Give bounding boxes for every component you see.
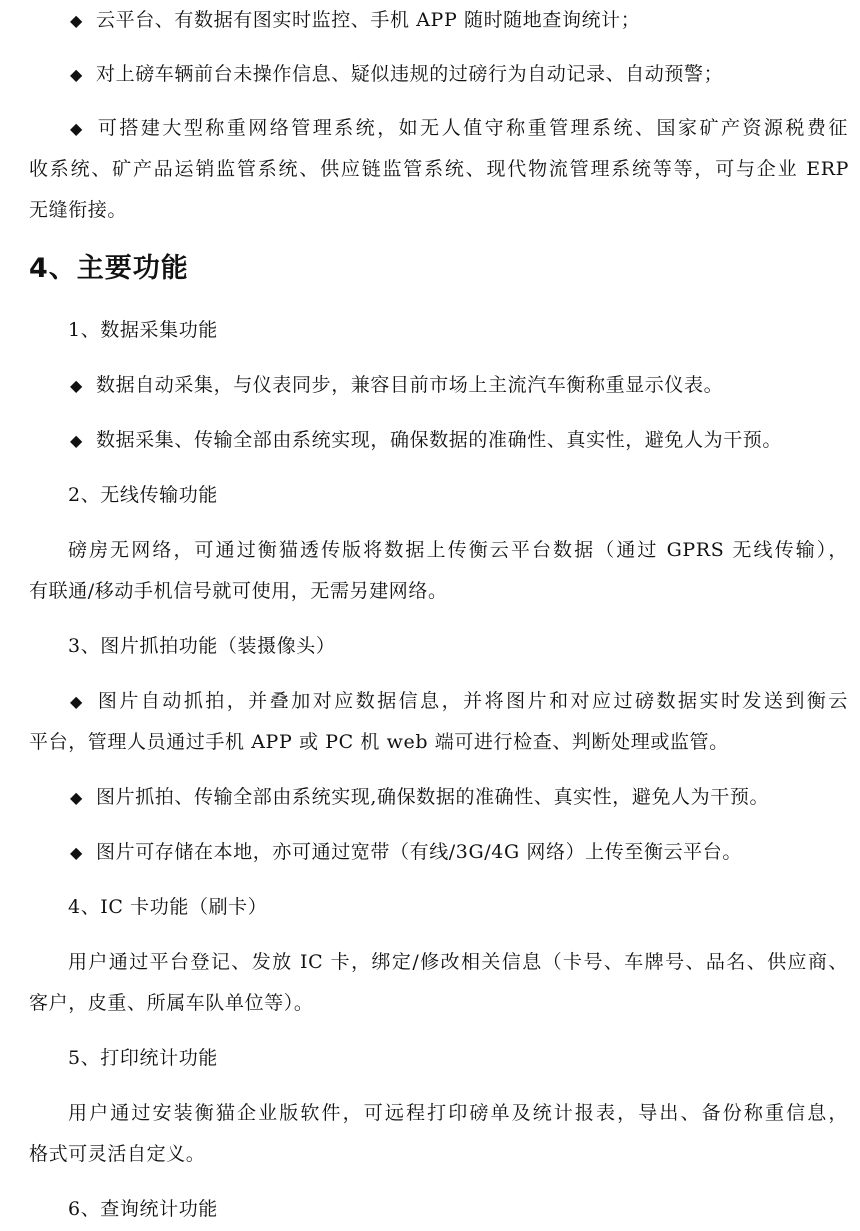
diamond-bullet-icon: ◆ [70, 376, 83, 395]
intro-bullet-3-text-line-2: 收系统、矿产品运销监管系统、供应链监管系统、现代物流管理系统等等，可与企业 ERP [29, 158, 849, 180]
diamond-bullet-icon: ◆ [70, 11, 83, 30]
feature-4-title: 4、IC 卡功能（刷卡） [68, 896, 268, 918]
feature-3-bullet-3-text: 图片可存储在本地，亦可通过宽带（有线/3G/4G 网络）上传至衡云平台。 [96, 841, 742, 863]
feature-6-title: 6、查询统计功能 [68, 1198, 218, 1220]
intro-bullet-2-text: 对上磅车辆前台未操作信息、疑似违规的过磅行为自动记录、自动预警； [96, 63, 724, 85]
feature-1-bullet-1 [70, 373, 850, 398]
feature-3-bullet-1-line-1: 图片自动抓拍，并叠加对应数据信息，并将图片和对应过磅数据实时发送到衡云 [96, 690, 848, 712]
feature-2-paragraph-line-2: 有联通/移动手机信号就可使用，无需另建网络。 [29, 580, 448, 602]
diamond-bullet-icon: ◆ [70, 788, 83, 807]
intro-bullet-3 [70, 116, 848, 141]
feature-1-bullet-1-text: 数据自动采集，与仪表同步，兼容目前市场上主流汽车衡称重显示仪表。 [96, 374, 724, 396]
diamond-bullet-icon: ◆ [70, 843, 83, 862]
feature-2-title: 2、无线传输功能 [68, 484, 218, 506]
intro-bullet-1-text: 云平台、有数据有图实时监控、手机 APP 随时随地查询统计； [96, 9, 641, 31]
feature-1-bullet-2 [70, 428, 850, 453]
feature-3-title: 3、图片抓拍功能（装摄像头） [68, 635, 336, 657]
feature-3-bullet-3 [70, 840, 850, 865]
feature-4-paragraph-line-1: 用户通过平台登记、发放 IC 卡，绑定/修改相关信息（卡号、车牌号、品名、供应商、 [68, 951, 848, 973]
feature-2-paragraph-line-1: 磅房无网络，可通过衡猫透传版将数据上传衡云平台数据（通过 GPRS 无线传输）， [68, 539, 848, 561]
feature-1-bullet-2-text: 数据采集、传输全部由系统实现，确保数据的准确性、真实性，避免人为干预。 [96, 429, 783, 451]
feature-3-bullet-2-text: 图片抓拍、传输全部由系统实现,确保数据的准确性、真实性，避免人为干预。 [96, 786, 770, 808]
diamond-bullet-icon: ◆ [70, 692, 83, 711]
diamond-bullet-icon: ◆ [70, 65, 83, 84]
intro-bullet-2 [70, 62, 850, 87]
feature-4-paragraph-line-2: 客户，皮重、所属车队单位等）。 [29, 992, 314, 1014]
intro-bullet-3-text-line-1: 可搭建大型称重网络管理系统，如无人值守称重管理系统、国家矿产资源税费征 [96, 117, 848, 139]
intro-bullet-1 [70, 8, 850, 33]
feature-3-bullet-2 [70, 785, 850, 810]
feature-5-paragraph-line-1: 用户通过安装衡猫企业版软件，可远程打印磅单及统计报表，导出、备份称重信息， [68, 1102, 848, 1124]
feature-3-bullet-1-line-2: 平台，管理人员通过手机 APP 或 PC 机 web 端可进行检查、判断处理或监管。 [29, 731, 729, 753]
intro-bullet-3-text-line-3: 无缝衔接。 [29, 199, 128, 221]
feature-5-title: 5、打印统计功能 [68, 1047, 218, 1069]
diamond-bullet-icon: ◆ [70, 119, 83, 138]
section-heading: 4、主要功能 [29, 253, 189, 284]
feature-5-paragraph-line-2: 格式可灵活自定义。 [29, 1143, 206, 1165]
feature-3-bullet-1 [70, 689, 848, 714]
diamond-bullet-icon: ◆ [70, 431, 83, 450]
feature-1-title: 1、数据采集功能 [68, 319, 218, 341]
